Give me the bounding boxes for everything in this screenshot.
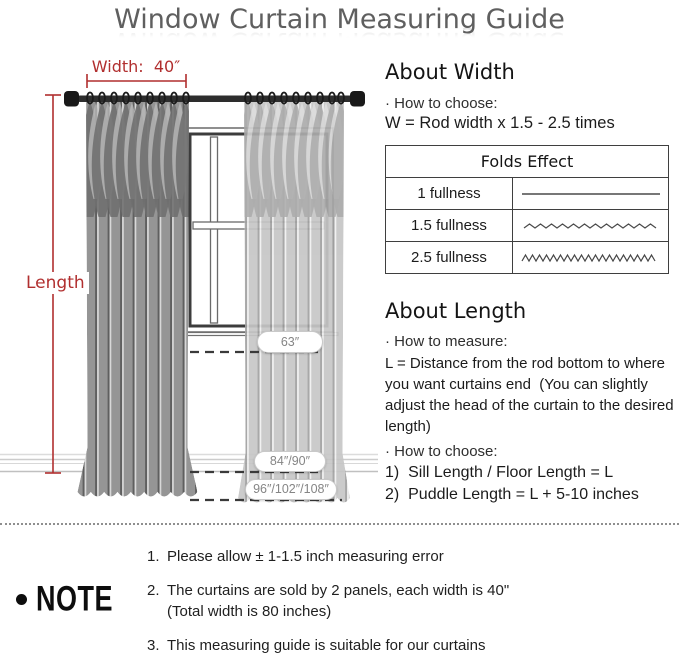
note-item-text: Please allow ± 1-1.5 inch measuring error <box>167 548 444 565</box>
fullness-label: 2.5 fullness <box>386 242 513 274</box>
width-formula: W = Rod width x 1.5 - 2.5 times <box>385 114 615 132</box>
list-item <box>147 580 577 622</box>
note-heading <box>16 579 114 619</box>
length-annotation: Length <box>22 272 89 294</box>
length-choice-puddle: 2) Puddle Length = L + 5-10 inches <box>385 486 639 503</box>
curtain-panel-right <box>238 101 351 503</box>
fold-line-wavy-icon <box>513 210 669 242</box>
info-column <box>372 0 679 530</box>
about-length-heading: About Length <box>385 299 527 323</box>
fold-line-straight-icon <box>513 178 669 210</box>
table-row <box>386 178 669 210</box>
note-item-text: The curtains are sold by 2 panels, each width is 40" <box>167 582 510 599</box>
curtain-diagram <box>0 55 380 527</box>
note-list <box>147 546 577 656</box>
note-item-text2: (Total width is 80 inches) <box>167 603 332 620</box>
note-item-text: This measuring guide is suitable for our curtains <box>167 637 486 654</box>
length-choice-sill-floor: 1) Sill Length / Floor Length = L <box>385 464 614 481</box>
page-title: Window Curtain Measuring Guide <box>114 4 565 35</box>
length-how-to-choose: · How to choose: <box>385 443 498 460</box>
width-how-to-choose: · How to choose: <box>385 95 498 112</box>
list-item <box>147 635 577 656</box>
note-heading-label: NOTE <box>36 579 114 619</box>
note-divider <box>0 523 679 525</box>
about-width-heading: About Width <box>385 60 515 84</box>
length-pill-96-102-108: 96″/102″/108″ <box>245 479 337 500</box>
fold-line-dense-zigzag-icon <box>513 242 669 274</box>
width-measure-line <box>87 74 186 88</box>
table-row <box>386 210 669 242</box>
bullet-dot-icon <box>16 594 27 605</box>
length-pill-84-90: 84″/90″ <box>254 451 326 472</box>
fullness-label: 1 fullness <box>386 178 513 210</box>
length-measure-text: L = Distance from the rod bottom to where you want curtains end (You can slightly adjust the head of the curtain to the desired length) <box>385 355 678 435</box>
note-item-number: 2. <box>147 582 160 599</box>
note-item-number: 1. <box>147 548 160 565</box>
length-pill-63: 63″ <box>257 331 323 353</box>
width-annotation: Width: 40″ <box>91 57 181 76</box>
curtain-panel-left <box>78 101 198 497</box>
fullness-label: 1.5 fullness <box>386 210 513 242</box>
length-how-to-measure: · How to measure: <box>385 333 508 350</box>
rod-finial-left <box>64 91 79 107</box>
table-row <box>386 242 669 274</box>
window-muntin-vertical <box>211 137 218 323</box>
note-item-number: 3. <box>147 637 160 654</box>
list-item <box>147 546 577 567</box>
rod-finial-right <box>350 91 365 107</box>
folds-table-header: Folds Effect <box>386 146 669 178</box>
folds-effect-table <box>385 145 669 274</box>
